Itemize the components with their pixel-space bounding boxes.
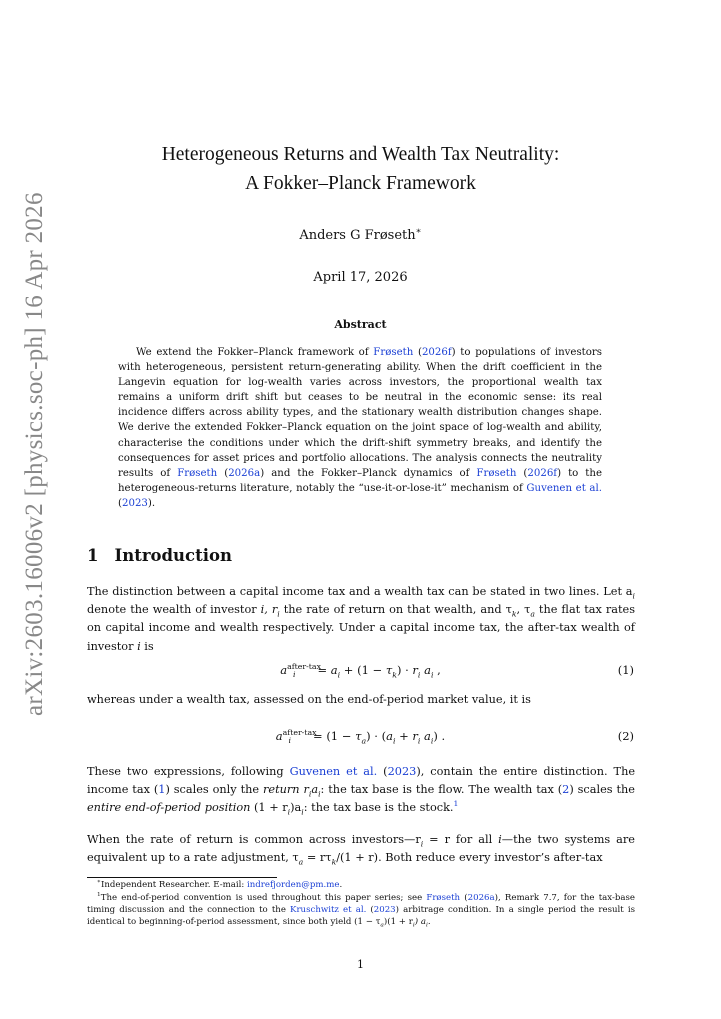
equation-ref-link[interactable]: 1 [158,783,166,797]
citation-year-link[interactable]: 2026f [421,347,452,358]
title-line-1: Heterogeneous Returns and Wealth Tax Neutrality: [161,144,560,165]
paragraph-intro: The distinction between a capital income tax and a wealth tax can be stated in two lines. Let $a_i$ denote the wealth of investor i, $r_i$ the rate of return on that wealth, and $\tau_k$, $\tau_a$ the flat tax rates on capital income and wealth respectively. Under a capital income tax, the after-tax wealth of investor i is [87,585,636,653]
author-name: Anders G Frøseth [299,228,416,243]
paper-title [0,140,721,198]
citation-year-link[interactable]: 2026a [228,467,261,479]
citation-year-link[interactable]: 2023 [387,765,417,778]
email-link[interactable]: indrefjorden@pm.me [247,880,340,890]
arxiv-sidebar-stamp: arXiv:2603.16006v2 [physics.soc-ph] 16 Apr 2026 [21,192,48,716]
citation-link[interactable]: Kruschwitz et al. [290,905,367,915]
equation-2-tag: (2) [617,729,634,743]
title-line-2: A Fokker–Planck Framework [245,173,476,194]
paragraph-wealth-tax: whereas under a wealth tax, assessed on the end-of-period market value, it is [87,693,531,706]
author-footnote-mark: ∗ [415,226,422,237]
citation-year-link[interactable]: 2026a [467,893,495,903]
footnote-author: ∗Independent Researcher. E-mail: indrefjorden@pm.me. [97,879,343,890]
page-number: 1 [357,958,364,971]
section-heading [87,546,232,565]
citation-year-link[interactable]: 2023 [373,905,396,915]
paragraph-distinction: These two expressions, following Guvenen et al. (2023), contain the entire distinction. The income tax (1) scales only the return $r_ia_i$: the tax base is the flow. The wealth tax (2) scales the entire end-of-period position $(1 + r_i)a_i$: the tax base is the stock.$^1$ [87,765,636,817]
author [0,228,721,243]
section-title: Introduction [114,546,232,565]
citation-link[interactable]: Guvenen et al. [526,482,603,494]
footnote-1-link[interactable]: 1 [453,799,459,809]
equation-2-body: $a^{after-tax}_i = (1 - \tau_a) \cdot (a_i + r_i$ $a_i$) . [275,728,446,746]
paragraph-common-return: When the rate of return is common across $investors—r_i = r$ for all i—the two systems are equivalent up to a rate adjustment, $\tau_a = r\tau_k/(1 + r)$. Both reduce every investor’s after-tax [87,833,635,867]
citation-year-link[interactable]: 2026f [527,467,558,479]
footnote-rule [87,877,277,878]
footnote-1: $^1$The end-of-period convention is used throughout this paper series; see Frøseth (2026a), Remark 7.7, for the tax-base timing discussion and the connection to the Kruschwitz et al. (2023) arbitrage condition. In a single period the result is identical to beginning-of-period assessment, since both yield $(1 - \tau_a)(1 + r_i)$ $a_i$. [87,892,635,929]
equation-1-tag: (1) [617,663,634,677]
section-number: 1 [87,546,99,565]
citation-link[interactable]: Guvenen et al. [289,765,378,778]
equation-1-body: $a^{after-tax}_i = a_i + (1 - \tau_k) \cdot r_i$ $a_i$ , [280,662,441,680]
citation-link[interactable]: Frøseth [373,347,414,358]
equation-ref-link[interactable]: 2 [562,783,570,797]
paper-date: April 17, 2026 [313,270,408,285]
citation-link[interactable]: Frøseth [177,467,218,479]
citation-link[interactable]: Frøseth [426,893,461,903]
abstract-heading: Abstract [334,318,387,331]
citation-year-link[interactable]: 2023 [121,497,148,509]
abstract-body: We extend the Fokker–Planck framework of Frøseth (2026f) to populations of investors with heterogeneous, persistent return-generating ability. When the drift coefficient in the Langevin equation for log-wealth varies across investors, the proportional wealth tax remains a uniform drift shift but ceases to be neutral in the economic sense: its real incidence differs across ability types, and the stationary wealth distribution changes shape. We derive the extended Fokker–Planck equation on the joint space of log-wealth and ability, characterise the conditions under which the drift-shift symmetry breaks, and identify the consequences for asset prices and portfolio allocations. The analysis connects the neutrality results of Frøseth (2026a) and the Fokker–Planck dynamics of Frøseth (2026f) to the heterogeneous-returns literature, notably the “use-it-or-lose-it” mechanism of Guvenen et al. (2023). [118,347,603,509]
citation-link[interactable]: Frøseth [476,467,517,479]
